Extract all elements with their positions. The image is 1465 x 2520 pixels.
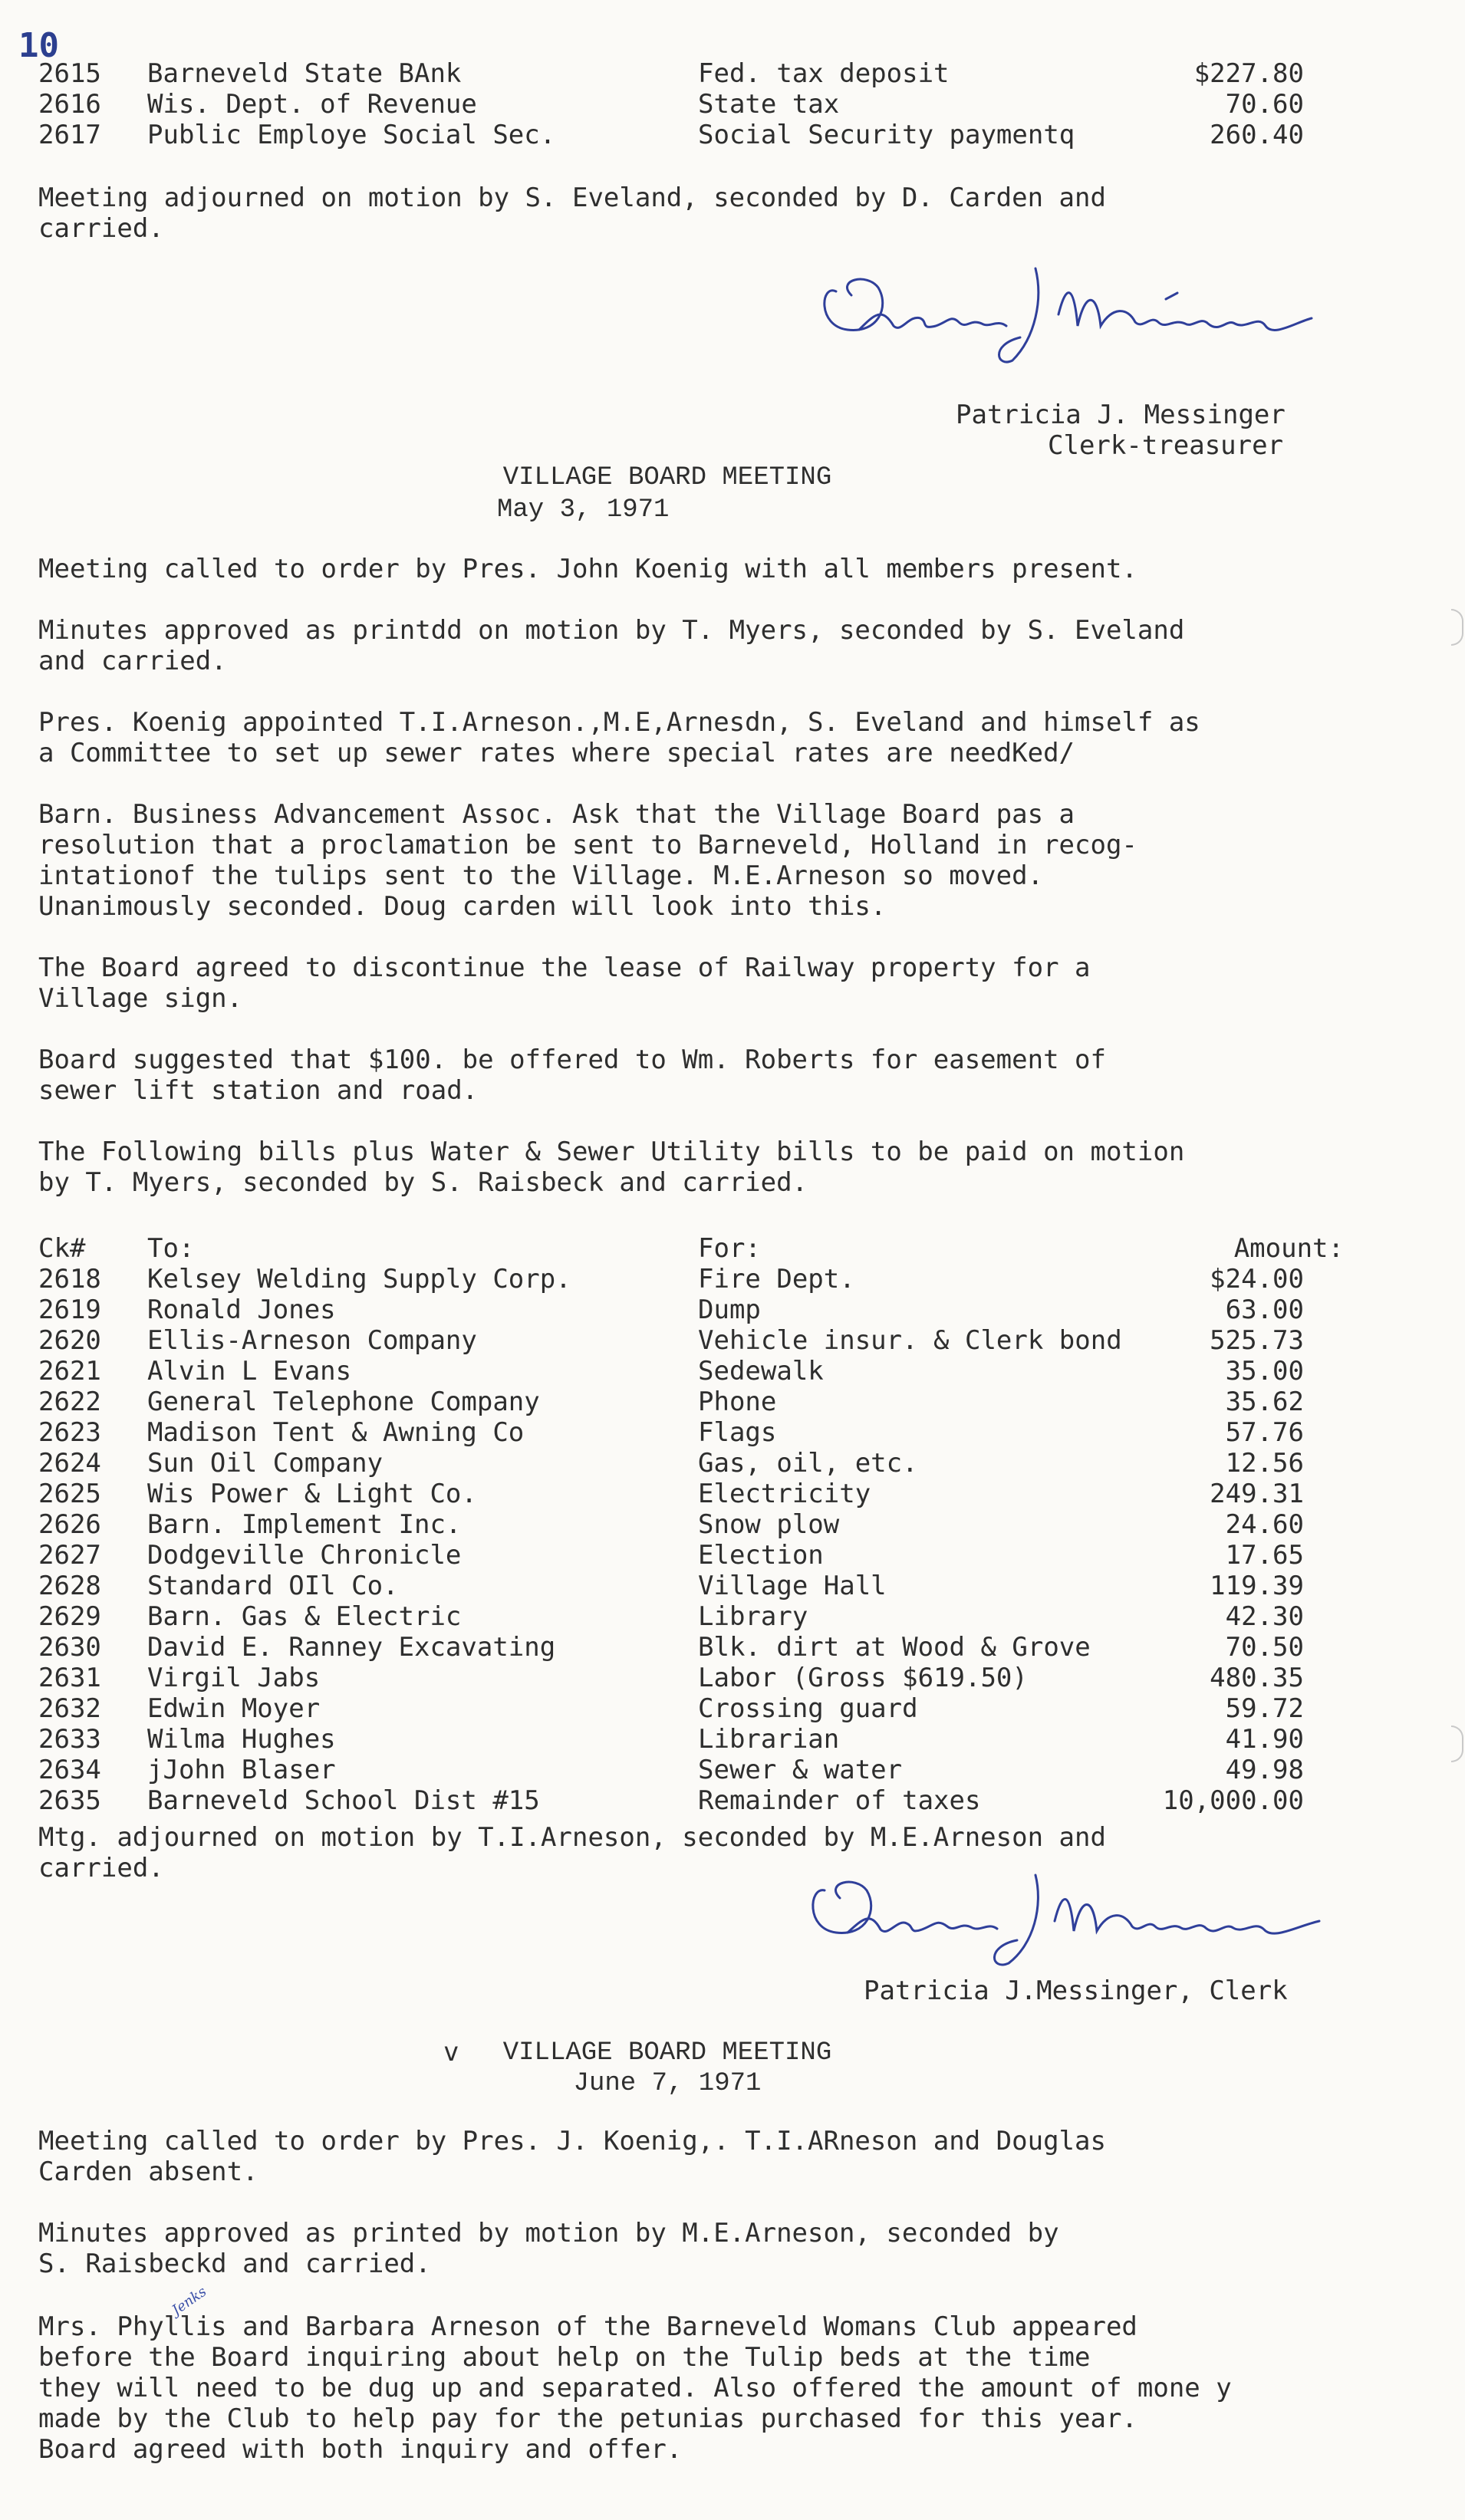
bill-for: Gas, oil, etc.: [698, 1448, 918, 1479]
header-amount: Amount:: [1233, 1233, 1344, 1264]
check-mark: v: [443, 2037, 459, 2068]
bill-to: Kelsey Welding Supply Corp.: [147, 1264, 571, 1295]
bill-to: Virgil Jabs: [147, 1663, 321, 1693]
bill-for: Electricity: [698, 1479, 871, 1509]
bill-ck: 2633: [38, 1724, 101, 1755]
bill-for: Sewer & water: [698, 1755, 903, 1785]
bill-amount: 42.30: [1225, 1601, 1304, 1632]
bill-to: Wilma Hughes: [147, 1724, 336, 1755]
bill-amount: 480.35: [1210, 1663, 1304, 1693]
bill-amount: 70.50: [1225, 1632, 1304, 1663]
bill-to: Wis Power & Light Co.: [147, 1479, 477, 1509]
bill-for: Vehicle insur. & Clerk bond: [698, 1325, 1122, 1356]
bill-amount: 12.56: [1225, 1448, 1304, 1479]
bill-amount: 41.90: [1225, 1724, 1304, 1755]
bill-ck: 2635: [38, 1785, 101, 1816]
margin-mark: [1451, 1726, 1463, 1762]
bill-ck: 2628: [38, 1571, 101, 1601]
bill-amount: 24.60: [1225, 1509, 1304, 1540]
bill-ck: 2619: [38, 1295, 101, 1325]
header-to: To:: [147, 1233, 195, 1264]
bill-for: Remainder of taxes: [698, 1785, 981, 1816]
bill-to: Barneveld School Dist #15: [147, 1785, 540, 1816]
bill-ck: 2616: [38, 89, 101, 120]
bill-amount: 57.76: [1225, 1417, 1304, 1448]
bill-for: Library: [698, 1601, 808, 1632]
bill-to: Ellis-Arneson Company: [147, 1325, 477, 1356]
bill-to: General Telephone Company: [147, 1387, 540, 1417]
bill-ck: 2627: [38, 1540, 101, 1571]
minutes-paragraph: Board suggested that $100. be offered to Wm. Roberts for easement of sewer lift station and road.: [38, 1045, 1106, 1106]
bill-for: Blk. dirt at Wood & Grove: [698, 1632, 1091, 1663]
minutes-paragraph: Barn. Business Advancement Assoc. Ask that the Village Board pas a resolution that a proclamation be sent to Barneveld, Holland in recog- intationof the tulips sent to the Village. M.E.Arneson so moved. Unanimously seconded. Doug carden will look into this.: [38, 799, 1137, 922]
bill-ck: 2623: [38, 1417, 101, 1448]
bill-to: Wis. Dept. of Revenue: [147, 89, 477, 120]
bill-for: Sedewalk: [698, 1356, 824, 1387]
page-number: 10: [18, 26, 59, 65]
bill-to: Edwin Moyer: [147, 1693, 321, 1724]
bill-amount: 63.00: [1225, 1295, 1304, 1325]
bill-to: Madison Tent & Awning Co: [147, 1417, 525, 1448]
clerk-title: Clerk-treasurer: [1048, 430, 1284, 461]
bill-for: Phone: [698, 1387, 777, 1417]
bill-amount: 35.00: [1225, 1356, 1304, 1387]
margin-mark: [1451, 609, 1463, 646]
bill-for: Flags: [698, 1417, 777, 1448]
minutes-paragraph: Meeting called to order by Pres. J. Koenig,. T.I.ARneson and Douglas Carden absent.: [38, 2126, 1106, 2187]
meeting-date: May 3, 1971: [497, 495, 670, 525]
minutes-paragraph: Meeting called to order by Pres. John Koenig with all members present.: [38, 554, 1137, 584]
bill-to: Sun Oil Company: [147, 1448, 384, 1479]
adjournment-note: Meeting adjourned on motion by S. Eveland, seconded by D. Carden and carried.: [38, 183, 1106, 244]
bill-ck: 2632: [38, 1693, 101, 1724]
bill-to: jJohn Blaser: [147, 1755, 336, 1785]
bill-to: Barneveld State BAnk: [147, 58, 462, 89]
bill-amount: 525.73: [1210, 1325, 1304, 1356]
bill-to: Barn. Implement Inc.: [147, 1509, 462, 1540]
meeting-date: June 7, 1971: [573, 2069, 762, 2098]
minutes-paragraph: The Following bills plus Water & Sewer Utility bills to be paid on motion by T. Myers, seconded by S. Raisbeck and carried.: [38, 1137, 1185, 1198]
bill-ck: 2629: [38, 1601, 101, 1632]
bill-ck: 2624: [38, 1448, 101, 1479]
bill-amount: 249.31: [1210, 1479, 1304, 1509]
bill-to: Public Employe Social Sec.: [147, 120, 556, 150]
bill-amount: 10,000.00: [1162, 1785, 1304, 1816]
bill-to: Alvin L Evans: [147, 1356, 352, 1387]
bill-to: Dodgeville Chronicle: [147, 1540, 462, 1571]
bill-amount: $227.80: [1193, 58, 1304, 89]
bill-amount: $24.00: [1210, 1264, 1304, 1295]
bill-ck: 2622: [38, 1387, 101, 1417]
bill-for: Dump: [698, 1295, 761, 1325]
bill-amount: 59.72: [1225, 1693, 1304, 1724]
bill-amount: 49.98: [1225, 1755, 1304, 1785]
adjournment-note: Mtg. adjourned on motion by T.I.Arneson, seconded by M.E.Arneson and carried.: [38, 1822, 1106, 1883]
minutes-paragraph: The Board agreed to discontinue the lease of Railway property for a Village sign.: [38, 952, 1091, 1014]
meeting-heading: VILLAGE BOARD MEETING: [502, 2038, 832, 2068]
bill-amount: 260.40: [1210, 120, 1304, 150]
bill-amount: 119.39: [1210, 1571, 1304, 1601]
bill-to: Barn. Gas & Electric: [147, 1601, 462, 1632]
clerk-signature-line: Patricia J.Messinger, Clerk: [864, 1976, 1288, 2006]
bill-ck: 2615: [38, 58, 101, 89]
meeting-heading: VILLAGE BOARD MEETING: [502, 463, 832, 492]
bill-for: Fire Dept.: [698, 1264, 855, 1295]
bill-ck: 2626: [38, 1509, 101, 1540]
bill-for: Snow plow: [698, 1509, 840, 1540]
minutes-paragraph: Mrs. Phyllis and Barbara Arneson of the Barneveld Womans Club appeared before the Board inquiring about help on the Tulip beds at the time they will need to be dug up and separated. Also offered the amount of mone y made by the Club to help pay for the petunias purchased for this year. Board agreed with both inquiry and offer.: [38, 2311, 1232, 2465]
handwritten-note: Jenks: [169, 2283, 210, 2319]
minutes-paragraph: Minutes approved as printdd on motion by T. Myers, seconded by S. Eveland and carried.: [38, 615, 1185, 676]
bill-ck: 2630: [38, 1632, 101, 1663]
signature-image: [790, 1856, 1342, 1971]
bill-to: David E. Ranney Excavating: [147, 1632, 556, 1663]
bill-ck: 2620: [38, 1325, 101, 1356]
signature-image: [805, 253, 1342, 368]
clerk-name: Patricia J. Messinger: [956, 400, 1286, 430]
header-ck: Ck#: [38, 1233, 86, 1264]
bill-ck: 2634: [38, 1755, 101, 1785]
minutes-paragraph: Minutes approved as printed by motion by M.E.Arneson, seconded by S. Raisbeckd and carried.: [38, 2218, 1059, 2279]
bill-ck: 2625: [38, 1479, 101, 1509]
bill-for: State tax: [698, 89, 840, 120]
bill-for: Labor (Gross $619.50): [698, 1663, 1028, 1693]
bill-for: Village Hall: [698, 1571, 887, 1601]
bill-to: Standard OIl Co.: [147, 1571, 399, 1601]
bill-ck: 2631: [38, 1663, 101, 1693]
bill-ck: 2618: [38, 1264, 101, 1295]
header-for: For:: [698, 1233, 761, 1264]
bill-to: Ronald Jones: [147, 1295, 336, 1325]
bill-amount: 35.62: [1225, 1387, 1304, 1417]
bill-for: Crossing guard: [698, 1693, 918, 1724]
bill-amount: 17.65: [1225, 1540, 1304, 1571]
minutes-paragraph: Pres. Koenig appointed T.I.Arneson.,M.E,Arnesdn, S. Eveland and himself as a Committee to set up sewer rates where special rates are needKed/: [38, 707, 1200, 768]
bill-ck: 2621: [38, 1356, 101, 1387]
bill-amount: 70.60: [1225, 89, 1304, 120]
bill-ck: 2617: [38, 120, 101, 150]
bill-for: Social Security paymentq: [698, 120, 1075, 150]
bill-for: Fed. tax deposit: [698, 58, 950, 89]
bill-for: Librarian: [698, 1724, 840, 1755]
bill-for: Election: [698, 1540, 824, 1571]
